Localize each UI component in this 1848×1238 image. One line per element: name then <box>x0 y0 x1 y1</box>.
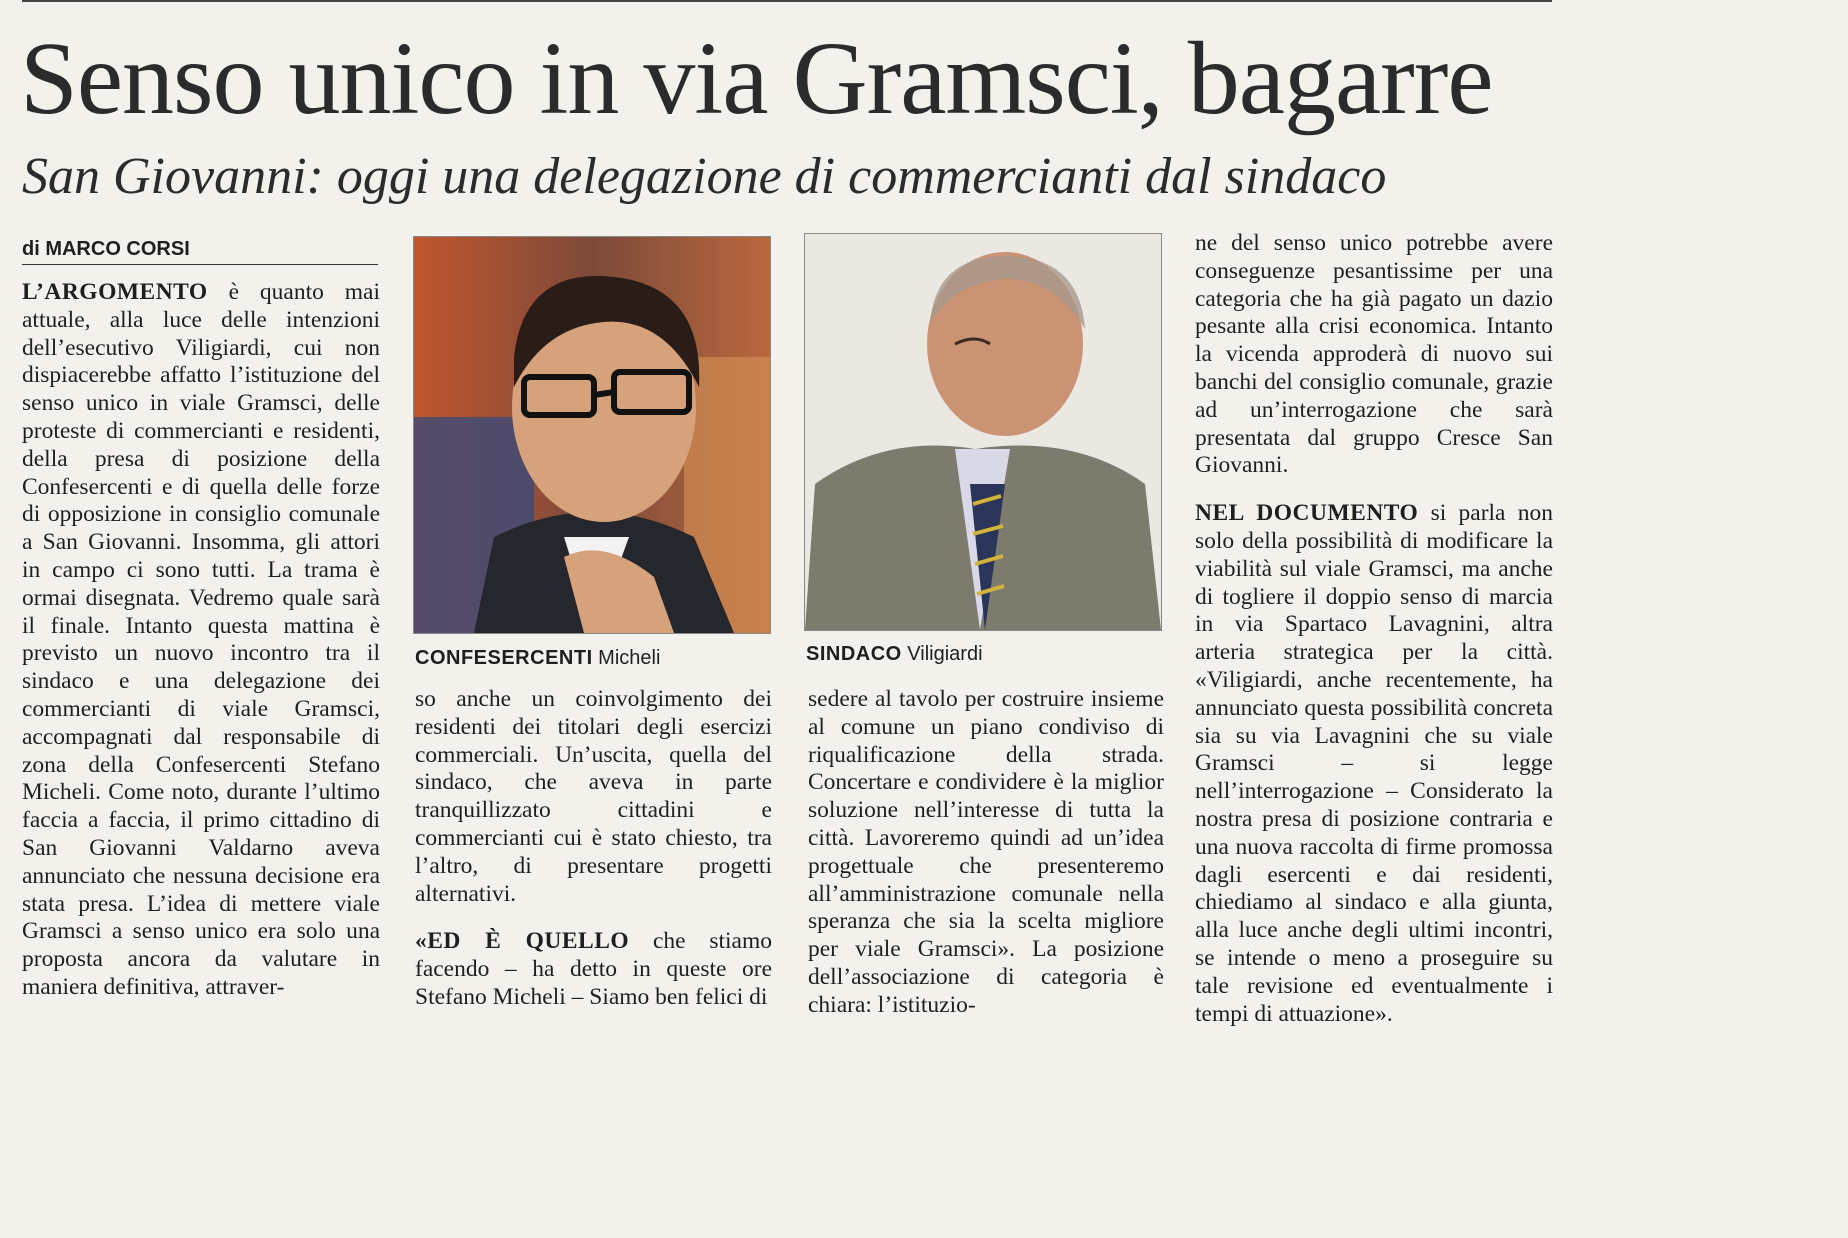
subheadline: San Giovanni: oggi una delegazione di commercianti dal sindaco <box>22 148 1387 205</box>
body-text: si parla non solo della possibilità di modificare la viabilità sul viale Gramsci, ma anche di togliere il doppio senso di marcia in via Spartaco Lavagnini, altra arteria strategica per la città. «Viligiardi, anche recentemente, ha annunciato questa possibilità concreta sia su via Lavagnini che su viale Gramsci – si legge nell’interrogazione – Considerato la nostra presa di posizione contraria e una nuova raccolta di firme promossa dagli esercenti e dai residenti, chiediamo al sindaco e alla giunta, alla luce anche degli ultimi incontri, se intende o meno a proseguire su tale revisione ed eventualmente i tempi di attuazione». <box>1195 500 1553 1027</box>
headline: Senso unico in via Gramsci, bagarre <box>20 21 1493 136</box>
lead-in: NEL DOCUMENTO <box>1195 500 1419 527</box>
paragraph: sedere al tavolo per costruire insieme al comune un piano condiviso di riqualificazione della strada. Concertare e condividere è la miglior soluzione nell’interesse di tutta la città. Lavoreremo quindi ad un’idea progettuale che presenteremo all’amministrazione comunale nella speranza che sia la scelta migliore per viale Gramsci». La posizione dell’associazione di categoria è chiara: l’istituzio- <box>808 686 1164 1018</box>
paragraph <box>1195 500 1553 1028</box>
article-column-2 <box>415 686 772 1012</box>
caption-viligiardi <box>806 641 983 667</box>
caption-name: Viligiardi <box>901 643 983 665</box>
article-column-1 <box>22 279 380 1002</box>
byline: di MARCO CORSI <box>22 236 378 265</box>
top-rule <box>22 0 1552 2</box>
paragraph: so anche un coinvolgimento dei residenti dei titolari degli esercizi commerciali. Un’uscita, quella del sindaco, che aveva in parte tranquillizzato cittadini e commercianti cui è stato chiesto, tra l’altro, di presentare progetti alternativi. <box>415 686 772 907</box>
caption-label: SINDACO <box>806 643 902 665</box>
paragraph: ne del senso unico potrebbe avere conseguenze pesantissime per una categoria che ha già pagato un dazio pesante alla crisi economica. Intanto la vicenda approderà di nuovo sui banchi del consiglio comunale, grazie ad un’interrogazione che sarà presentata dal gruppo Cresce San Giovanni. <box>1195 230 1553 479</box>
body-text: che stiamo facendo – ha detto in queste ore Stefano Micheli – Siamo ben felici di <box>415 928 772 1010</box>
caption-micheli <box>415 645 660 671</box>
article-column-3 <box>808 686 1164 1020</box>
body-text: è quanto mai attuale, alla luce delle intenzioni dell’esecutivo Viligiardi, cui non dispiacerebbe affatto l’istituzione del senso unico in viale Gramsci, delle proteste di commercianti e residenti, della presa di posizione della Confesercenti e di quella delle forze di opposizione in consiglio comunale a San Giovanni. Insomma, gli attori in campo ci sono tutti. La trama è ormai disegnata. Vedremo quale sarà il finale. Intanto questa mattina è previsto un nuovo incontro tra il sindaco e una delegazione dei commercianti di viale Gramsci, accompagnati dal responsabile di zona della Confesercenti Stefano Micheli. Come noto, durante l’ultimo faccia a faccia, il primo cittadino di San Giovanni Valdarno aveva annunciato che nessuna decisione era stata presa. L’idea di mettere viale Gramsci a senso unico era solo una proposta ancora da valutare in maniera definitiva, attraver- <box>22 279 380 1000</box>
lead-in: L’ARGOMENTO <box>22 279 208 305</box>
paragraph <box>22 279 380 1002</box>
lead-in: «ED È QUELLO <box>415 928 630 955</box>
caption-label: CONFESERCENTI <box>415 647 593 669</box>
photo-micheli <box>413 236 771 634</box>
article-column-4 <box>1195 230 1553 1028</box>
paragraph <box>415 928 772 1011</box>
caption-name: Micheli <box>592 647 661 669</box>
photo-viligiardi <box>804 233 1162 631</box>
